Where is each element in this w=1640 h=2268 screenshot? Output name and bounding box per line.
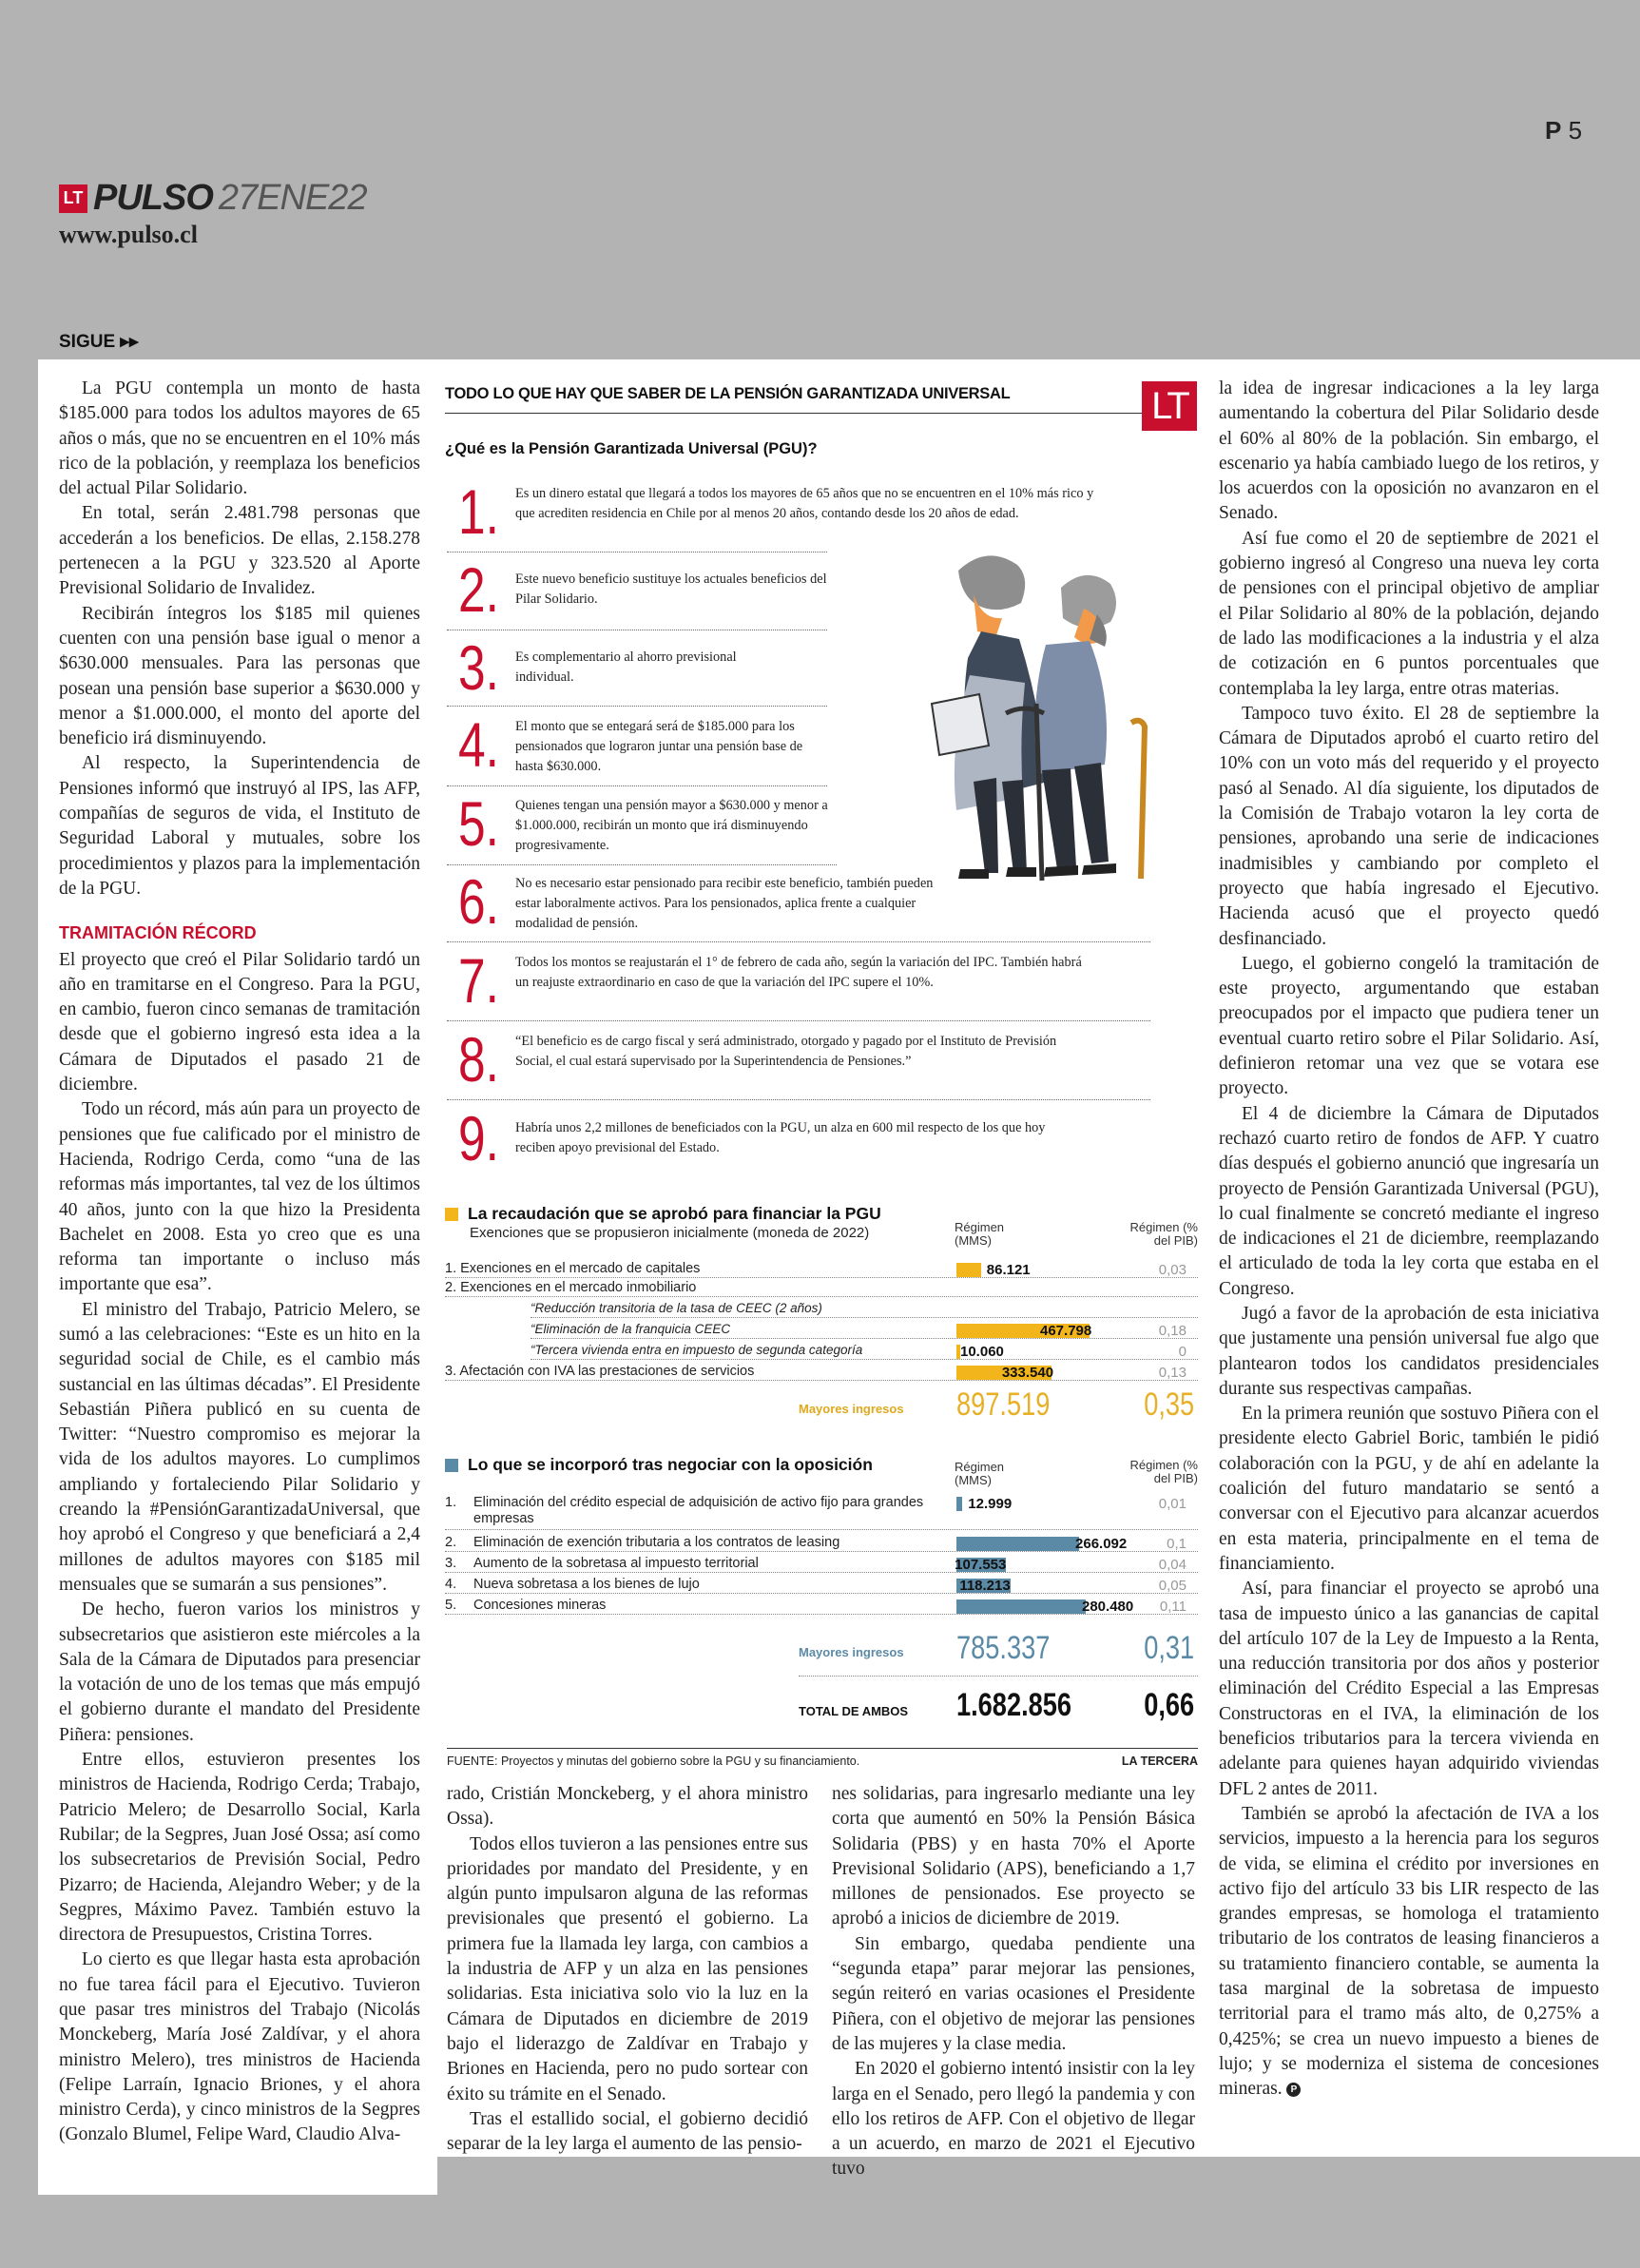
row-divider xyxy=(445,1593,1198,1594)
revenue-bar xyxy=(956,1537,1079,1551)
opposition-table xyxy=(445,1455,1198,1740)
grand-total-label: TOTAL DE AMBOS xyxy=(799,1704,909,1718)
row-value: 118.213 xyxy=(959,1578,1011,1594)
table-title: La recaudación que se aprobó para financiar la PGU xyxy=(445,1204,881,1224)
source-note: FUENTE: Proyectos y minutas del gobierno sobre la PGU y su financiamiento. LA TERCERA xyxy=(447,1748,1198,1768)
row-label: Eliminación de exención tributaria a los contratos de leasing xyxy=(473,1535,840,1550)
row-pib: 0,1 xyxy=(1167,1536,1187,1552)
article-column-left xyxy=(59,377,420,2148)
row-label: Eliminación del crédito especial de adquisición de activo fijo para grandes empresas xyxy=(473,1495,924,1526)
table-row xyxy=(445,1343,1198,1362)
row-number: 4. xyxy=(445,1577,457,1592)
item-text: No es necesario estar pensionado para recibir este beneficio, también pueden estar laboralmente activos. Para los pensionados, aplica frente a cualquier modalidad de pensión. xyxy=(515,876,934,931)
row-label: 1. Exenciones en el mercado de capitales xyxy=(445,1261,701,1276)
item-text: Habría unos 2,2 millones de beneficiados con la PGU, un alza en 600 mil respecto de los que hoy reciben apoyo previsional del Estado. xyxy=(515,1120,1046,1155)
revenue-bar xyxy=(956,1263,981,1277)
table-row xyxy=(445,1577,1198,1596)
divider xyxy=(447,1099,1150,1100)
row-label: Nueva sobretasa a los bienes de lujo xyxy=(473,1577,700,1592)
total-value: 785.337 xyxy=(956,1630,1051,1666)
item-number: 9. xyxy=(458,1103,499,1173)
info-item-8 xyxy=(447,1024,1150,1100)
row-label: “Tercera vivienda entra en impuesto de segunda categoría xyxy=(531,1343,863,1357)
item-text: El monto que se entegará será de $185.000 para los pensionados que lograron juntar una pensión base de hasta $630.000. xyxy=(515,719,803,774)
row-divider xyxy=(445,1277,1198,1278)
item-number: 3. xyxy=(458,632,499,703)
paragraph: Lo cierto es que llegar hasta esta aprobación no fue tarea fácil para el Ejecutivo. Tuvieron que pasar tres ministros del Trabajo (Nicolás Monckeberg, María José Zaldívar, y el ahora ministro Melero), tres ministros de Hacienda (Felipe Larraín, Ignacio Briones, y el ahora ministro Cerda), y cinco ministros de la Segpres (Gonzalo Blumel, Felipe Ward, Claudio Alva- xyxy=(59,1949,420,2145)
paragraph: El ministro del Trabajo, Patricio Melero, se sumó a las celebraciones: “Este es un hito en la seguridad social de Chile, es el cambio más sustancial en las últimas décadas”. El Presidente Sebastián Piñera publicó en su cuenta de Twitter: “Nuestro compromiso es mejorar la vida de los adultos mayores. Lo cumplimos ampliando y fortaleciendo Pilar Solidario y creando la #PensiónGarantizadaUniversal, que hoy aprobó el Congreso y que beneficiará a 2,4 millones de adultos mayores con $185 mil mensuales que se sumarán a sus pensiones”. xyxy=(59,1299,420,1595)
section-subhead: TRAMITACIÓN RÉCORD xyxy=(59,923,257,943)
row-number: 3. xyxy=(445,1556,457,1571)
paragraph: Todos ellos tuvieron a las pensiones entre sus prioridades por mandato del Presidente, y en algún punto impulsaron alguna de las reformas previsionales que presentó el gobierno. La primera fue la llamada ley larga, con cambios a la industria de AFP y un alza en las pensiones solidarias. Esta iniciativa solo vio la luz en la Cámara de Diputados en diciembre de 2019 bajo el liderazgo de Zaldívar en Trabajo y Briones en Hacienda, pero no pudo sortear con éxito su trámite en el Senado. xyxy=(447,1833,808,2104)
table-row xyxy=(445,1535,1198,1554)
row-divider xyxy=(445,1296,1198,1297)
divider xyxy=(447,785,827,786)
paragraph: En 2020 el gobierno intentó insistir con la ley larga en el Senado, pero llegó la pandemia y con ello los retiros de AFP. Con el objetivo de llegar a un acuerdo, en marzo de 2021 el Ejecutivo tuvo xyxy=(832,2059,1195,2180)
item-text: Es complementario al ahorro previsional individual. xyxy=(515,649,737,685)
grand-total-value: 1.682.856 xyxy=(956,1687,1072,1723)
item-text: Este nuevo beneficio sustituye los actuales beneficios del Pilar Solidario. xyxy=(515,572,827,607)
col-header-mms: Régimen (MMS) xyxy=(955,1220,1005,1248)
paragraph: El 4 de diciembre la Cámara de Diputados rechazó cuarto retiro de fondos de AFP. Y cuatro días después el gobierno anunció que ingresaría un proyecto de Pensión Garantizada Universal (PGU), lo cual finalmente se concretó mediante el ingreso de indicaciones el 21 de diciembre, reemplazando el articulado de toda la ley corta que estaba en el Congreso. xyxy=(1219,1103,1599,1299)
row-pib: 0,03 xyxy=(1158,1262,1187,1278)
row-divider xyxy=(445,1614,1198,1615)
revenue-bar xyxy=(956,1497,962,1511)
info-item-2 xyxy=(447,554,827,630)
row-value: 266.092 xyxy=(1075,1536,1128,1552)
masthead xyxy=(59,178,367,219)
col-header-mms: Régimen (MMS) xyxy=(955,1460,1005,1487)
row-divider xyxy=(445,1572,1198,1573)
item-text: “El beneficio es de cargo fiscal y será administrado, otorgado y pagado por el Instituto de Previsión Social, el cual estará supervisado por la Superintendencia de Pensiones.” xyxy=(515,1034,1057,1069)
paragraph: Sin embargo, quedaba pendiente una “segunda etapa” parar mejorar las pensiones, según reiteró en varias ocasiones el Presidente Piñera, con el objetivo de mejorar las pensiones de las mujeres y la clase media. xyxy=(832,1933,1195,2054)
paragraph: la idea de ingresar indicaciones a la ley larga aumentando la cobertura del Pilar Solidario desde el 60% al 80% de la población. Sin embargo, el escenario ya había cambiado luego de los retiros, y los acuerdos con la oposición no avanzaron en el Senado. xyxy=(1219,378,1599,524)
page-number: P 5 xyxy=(1545,116,1583,145)
col-header-pib: Régimen (% del PIB) xyxy=(1129,1458,1198,1485)
paragraph: En total, serán 2.481.798 personas que accederán a los beneficios. De ellas, 2.158.278 pertenecen a la PGU y 323.520 al Aporte Previsional Solidario de Invalidez. xyxy=(59,503,420,599)
paragraph: De hecho, fueron varios los ministros y subsecretarios que asistieron este miércoles a la Sala de la Cámara de Diputados para presenciar la votación de uno de los temas que más empujó el gobierno durante el mandato del Presidente Piñera: pensiones. xyxy=(59,1599,420,1745)
col-header-pib: Régimen (% del PIB) xyxy=(1129,1220,1198,1248)
table-row xyxy=(445,1322,1198,1341)
funding-table xyxy=(445,1204,1198,1442)
grand-total-pib: 0,66 xyxy=(1144,1687,1194,1723)
continued-label: SIGUE ▸▸ xyxy=(59,332,139,352)
paragraph: El proyecto que creó el Pilar Solidario tardó un año en tramitarse en el Congreso. Para la PGU, en cambio, fueron cinco semanas de tramitación desde que el gobierno ingresó esta idea a la Cámara de Diputados el pasado 21 de diciembre. xyxy=(59,949,420,1095)
item-number: 8. xyxy=(458,1024,499,1095)
brand-name: PULSO xyxy=(93,178,213,218)
row-label: Concesiones mineras xyxy=(473,1598,607,1613)
la-tercera-logo: LT xyxy=(59,184,87,213)
paragraph: Así fue como el 20 de septiembre de 2021 el gobierno ingresó al Congreso una nueva ley corta de pensiones con el principal objetivo de ampliar el Pilar Solidario al 80% de la población, dejando de lado las modificaciones a la industria y el alza de cotización en 6 puntos porcentuales que contemplaba la ley larga, entre otras materias. xyxy=(1219,528,1599,699)
row-pib: 0,04 xyxy=(1158,1557,1187,1573)
paragraph: Así, para financiar el proyecto se aprobó una tasa de impuesto único a las ganancias de capital del artículo 107 de la Ley de Impuesto a la Renta, una reducción transitoria por dos años y posterior eliminación del Crédito Especial a las Empresas Constructoras en el IVA, la eliminación de los beneficios tributarios para la tercera vivienda en adelante para quienes hayan adquirido viviendas DFL 2 antes de 2011. xyxy=(1219,1579,1599,1799)
total-label: Mayores ingresos xyxy=(799,1645,904,1659)
table-row xyxy=(445,1280,1198,1299)
row-label: “Reducción transitoria de la tasa de CEEC (2 años) xyxy=(531,1301,822,1315)
paragraph: rado, Cristián Monckeberg, y el ahora ministro Ossa). xyxy=(447,1784,808,1830)
divider xyxy=(447,941,1150,942)
paragraph: También se aprobó la afectación de IVA a los servicios, impuesto a la herencia para los seguros de vida, se elimina el crédito por inversiones en activo fijo del artículo 33 bis LIR respecto de las grandes empresas, se homologa el tratamiento tributario de los contratos de leasing financieros a su tratamiento financiero contable, se aumenta la tasa marginal de la sobretasa de impuesto territorial para el tramo más alto, de 0,275% a 0,425%; se crea un nuevo impuesto a bienes de lujo; y se moderniza el sistema de concesiones mineras. P xyxy=(1219,1803,1599,2100)
paragraph: nes solidarias, para ingresarlo mediante una ley corta que aumentó en 50% la Pensión Básica Solidaria (PBS) y en hasta 70% el Aporte Previsional Solidario (APS), beneficiando a 1,7 millones de pensionados. Ese proyecto se aprobó a inicios de diciembre de 2019. xyxy=(832,1784,1195,1929)
row-divider xyxy=(445,1529,1198,1530)
row-value: 333.540 xyxy=(1001,1365,1054,1381)
row-pib: 0,18 xyxy=(1158,1323,1187,1339)
revenue-bar xyxy=(956,1599,1086,1614)
paragraph: En la primera reunión que sostuvo Piñera con el presidente electo Gabriel Boric, también le pidió colaboración con la PGU, y de ahí en adelante la coalición del futuro mandatario se sentó a conversar con el Ejecutivo para alcanzar acuerdos en esta materia, principalmente en el tema de financiamiento. xyxy=(1219,1404,1599,1574)
yellow-square-icon xyxy=(445,1208,458,1221)
table-row xyxy=(445,1364,1198,1383)
item-number: 6. xyxy=(458,866,499,937)
row-pib: 0,05 xyxy=(1158,1578,1187,1594)
article-column-right xyxy=(1219,377,1599,2102)
row-value: 12.999 xyxy=(968,1496,1013,1512)
total-value: 897.519 xyxy=(956,1386,1051,1423)
site-url[interactable]: www.pulso.cl xyxy=(59,221,198,248)
article-column-3 xyxy=(832,1782,1195,2182)
table-row xyxy=(445,1301,1198,1320)
infographic-title: TODO LO QUE HAY QUE SABER DE LA PENSIÓN GARANTIZADA UNIVERSAL xyxy=(445,385,1144,414)
item-number: 4. xyxy=(458,709,499,780)
row-divider xyxy=(531,1338,1198,1339)
table-subtitle: Exenciones que se propusieron inicialmente (moneda de 2022) xyxy=(470,1225,870,1241)
paragraph: Tampoco tuvo éxito. El 28 de septiembre la Cámara de Diputados aprobó el cuarto retiro del 10% con un voto más del requerido y el proyecto pasó al Senado. Al día siguiente, los diputados de la Comisión de Trabajo votaron la ley corta de pensiones, aprobando una serie de indicaciones inadmisibles y cambiando por completo el proyecto que había ingresado el Ejecutivo. Hacienda acusó que el proyecto quedó desfinanciado. xyxy=(1219,703,1599,949)
info-item-4 xyxy=(447,709,827,786)
row-value: 86.121 xyxy=(986,1262,1031,1278)
info-item-5 xyxy=(447,788,828,865)
item-number: 7. xyxy=(458,945,499,1016)
row-value: 10.060 xyxy=(960,1344,1004,1360)
row-pib: 0,11 xyxy=(1159,1599,1187,1615)
row-divider xyxy=(531,1317,1198,1318)
divider xyxy=(447,1020,1150,1021)
elderly-couple-illustration xyxy=(894,533,1193,913)
row-pib: 0,01 xyxy=(1158,1496,1187,1512)
info-item-3 xyxy=(447,632,827,707)
paragraph: Entre ellos, estuvieron presentes los ministros de Hacienda, Rodrigo Cerda; Trabajo, Patricio Melero; de Desarrollo Social, Karla Rubilar; de la Segpres, Juan José Ossa; así como los subsecretarios de Previsión Social, Pedro Pizarro; de Hacienda, Alejandro Weber; y de la Segpres, Máximo Pavez. También estuvo la directora de Presupuestos, Cristina Torres. xyxy=(59,1750,420,1946)
paragraph: Todo un récord, más aún para un proyecto de pensiones que fue calificado por el ministro de Hacienda, Rodrigo Cerda, como “una de las reformas más importantes, tal vez de los últimos 40 años, junto con la que hizo la Presidenta Bachelet en 2008. Esta yo creo que es una reforma tan importante o incluso más importante que esa”. xyxy=(59,1099,420,1295)
item-text: Todos los montos se reajustarán el 1° de febrero de cada año, según la variación del IPC. También habrá un reajuste extraordinario en caso de que la variación del IPC supere el 10%. xyxy=(515,955,1082,990)
paragraph: Luego, el gobierno congeló la tramitación de este proyecto, argumentando que estaban preocupados por el impacto que pudiera tener un eventual cuarto retiro sobre el Pilar Solidario. Así, definieron retomar una vez que se votara ese proyecto. xyxy=(1219,953,1599,1099)
issue-date: 27ENE22 xyxy=(218,178,367,218)
blue-square-icon xyxy=(445,1459,458,1472)
row-divider xyxy=(531,1359,1198,1360)
info-item-9 xyxy=(447,1103,1150,1179)
item-number: 1. xyxy=(458,476,499,547)
paragraph: La PGU contempla un monto de hasta $185.000 para todos los adultos mayores de 65 años o más, que no se encuentren en el 10% más rico de la población, y reemplaza los beneficios del actual Pilar Solidario. xyxy=(59,378,420,499)
row-divider xyxy=(445,1551,1198,1552)
item-number: 5. xyxy=(458,788,499,859)
item-number: 2. xyxy=(458,554,499,625)
row-divider xyxy=(445,1380,1198,1381)
info-item-7 xyxy=(447,945,1150,1021)
table-row xyxy=(445,1556,1198,1575)
divider xyxy=(447,706,827,707)
row-value: 467.798 xyxy=(1040,1323,1092,1339)
item-text: Quienes tengan una pensión mayor a $630.000 y menor a $1.000.000, recibirán un monto que irá disminuyendo progresivamente. xyxy=(515,798,828,853)
source-brand: LA TERCERA xyxy=(1121,1754,1198,1768)
row-label: 3. Afectación con IVA las prestaciones de servicios xyxy=(445,1364,755,1379)
paragraph: Recibirán íntegros los $185 mil quienes cuenten con una pensión base igual o menor a $630.000 mensuales. Para las personas que posean una pensión base superior a $630.000 y menor a $1.000.000, el monto del aporte del beneficio irá disminuyendo. xyxy=(59,603,420,749)
total-label: Mayores ingresos xyxy=(799,1402,904,1416)
table-row xyxy=(445,1495,1198,1531)
row-number: 5. xyxy=(445,1598,457,1613)
article-column-2 xyxy=(447,1782,808,2157)
row-label: Aumento de la sobretasa al impuesto territorial xyxy=(473,1556,759,1571)
paragraph: Tras el estallido social, el gobierno decidió separar de la ley larga el aumento de las pensio- xyxy=(447,2108,808,2155)
table-title: Lo que se incorporó tras negociar con la oposición xyxy=(445,1455,873,1475)
total-pib: 0,31 xyxy=(1144,1630,1194,1666)
paragraph: Al respecto, la Superintendencia de Pensiones informó que instruyó al IPS, las AFP, compañías de seguros de vida, el Instituto de Seguridad Laboral y mutuales, sobre los procedimientos y plazos para la implementación de la PGU. xyxy=(59,753,420,899)
total-pib: 0,35 xyxy=(1144,1386,1194,1423)
divider xyxy=(447,864,837,865)
row-number: 2. xyxy=(445,1535,457,1550)
row-pib: 0,13 xyxy=(1158,1365,1187,1381)
table-row xyxy=(445,1261,1198,1280)
row-number: 1. xyxy=(445,1495,457,1510)
row-label: “Eliminación de la franquicia CEEC xyxy=(531,1322,731,1336)
paragraph: Jugó a favor de la aprobación de esta iniciativa que justamente una pensión universal fue algo que plantearon todos los candidatos presidenciales durante sus respectivas campañas. xyxy=(1219,1303,1599,1399)
row-value: 107.553 xyxy=(955,1557,1007,1573)
la-tercera-logo: LT xyxy=(1142,381,1197,431)
divider xyxy=(799,1676,1198,1677)
end-mark-icon: P xyxy=(1286,2083,1301,2097)
table-row xyxy=(445,1598,1198,1617)
row-label: 2. Exenciones en el mercado inmobiliario xyxy=(445,1280,697,1295)
infographic-question: ¿Qué es la Pensión Garantizada Universal (PGU)? xyxy=(445,440,818,457)
row-value: 280.480 xyxy=(1082,1599,1134,1615)
item-text: Es un dinero estatal que llegará a todos los mayores de 65 años que no se encuentren en el 10% más rico y que acrediten residencia en Chile por al menos 20 años, contando desde los 20 años de edad. xyxy=(515,486,1094,521)
row-pib: 0 xyxy=(1178,1344,1187,1360)
